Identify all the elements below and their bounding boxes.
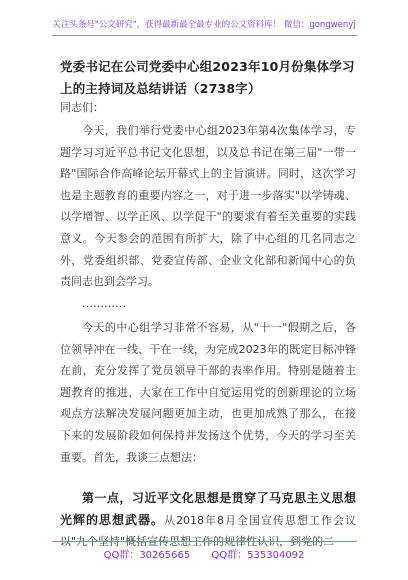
paragraph-3 xyxy=(60,488,356,553)
footer-divider xyxy=(52,541,357,542)
footer-qq-group-2: QQ群：535304092 xyxy=(211,550,305,561)
footer xyxy=(0,546,408,561)
paragraph-3-body: 从2018年8月全国宣传思想工作会议 xyxy=(164,513,356,527)
header-banner: 关注头条号"公文研究"，获得最新最全最专业的公文资料库！ 微信：gongwenyj xyxy=(52,20,356,30)
paragraph-3-lead: 第一点，习近平文化思想是贯穿了马克思主义思想光辉的思想武器。 xyxy=(60,491,356,527)
ellipsis-separator: ………… xyxy=(82,297,126,310)
footer-qq-group-1: QQ群：30265665 xyxy=(103,550,191,561)
document-title: 党委书记在公司党委中心组2023年10月份集体学习上的主持词及总结讲话（2738字） xyxy=(60,59,355,96)
paragraph-1: 今天，我们举行党委中心组2023年第4次集体学习，专题学习习近平总书记文化思想，以及总书记在第三届"一带一路"国际合作高峰论坛开幕式上的主旨演讲。同时，这次学习也是主题教育的重要内容之一，对于进一步落实"以学铸魂、以学增智、以学正风、以学促干"的要求有着至关重要的实践意义。今天参会的范围有所扩大，除了中心组的几名同志之外，党委组织部、党委宣传部、企业文化部和新闻中心的负责同志也到会学习。 xyxy=(60,124,356,289)
paragraph-2: 今天的中心组学习非常不容易，从"十一"假期之后，各位领导冲在一线、干在一线，为完成2023年的既定目标冲锋在前，充分发挥了党员领导干部的表率作用。特别是随着主题教育的推进，大家在工作中自觉运用党的创新理论的立场观点方法解决发展问题更加主动，也更加成熟了那么，在接下来的发展阶段如何保持并发扬这个优势，今天的学习至关重要。首先，我谈三点想法： xyxy=(60,321,356,464)
header-divider xyxy=(52,35,357,36)
salutation: 同志们： xyxy=(60,101,104,114)
